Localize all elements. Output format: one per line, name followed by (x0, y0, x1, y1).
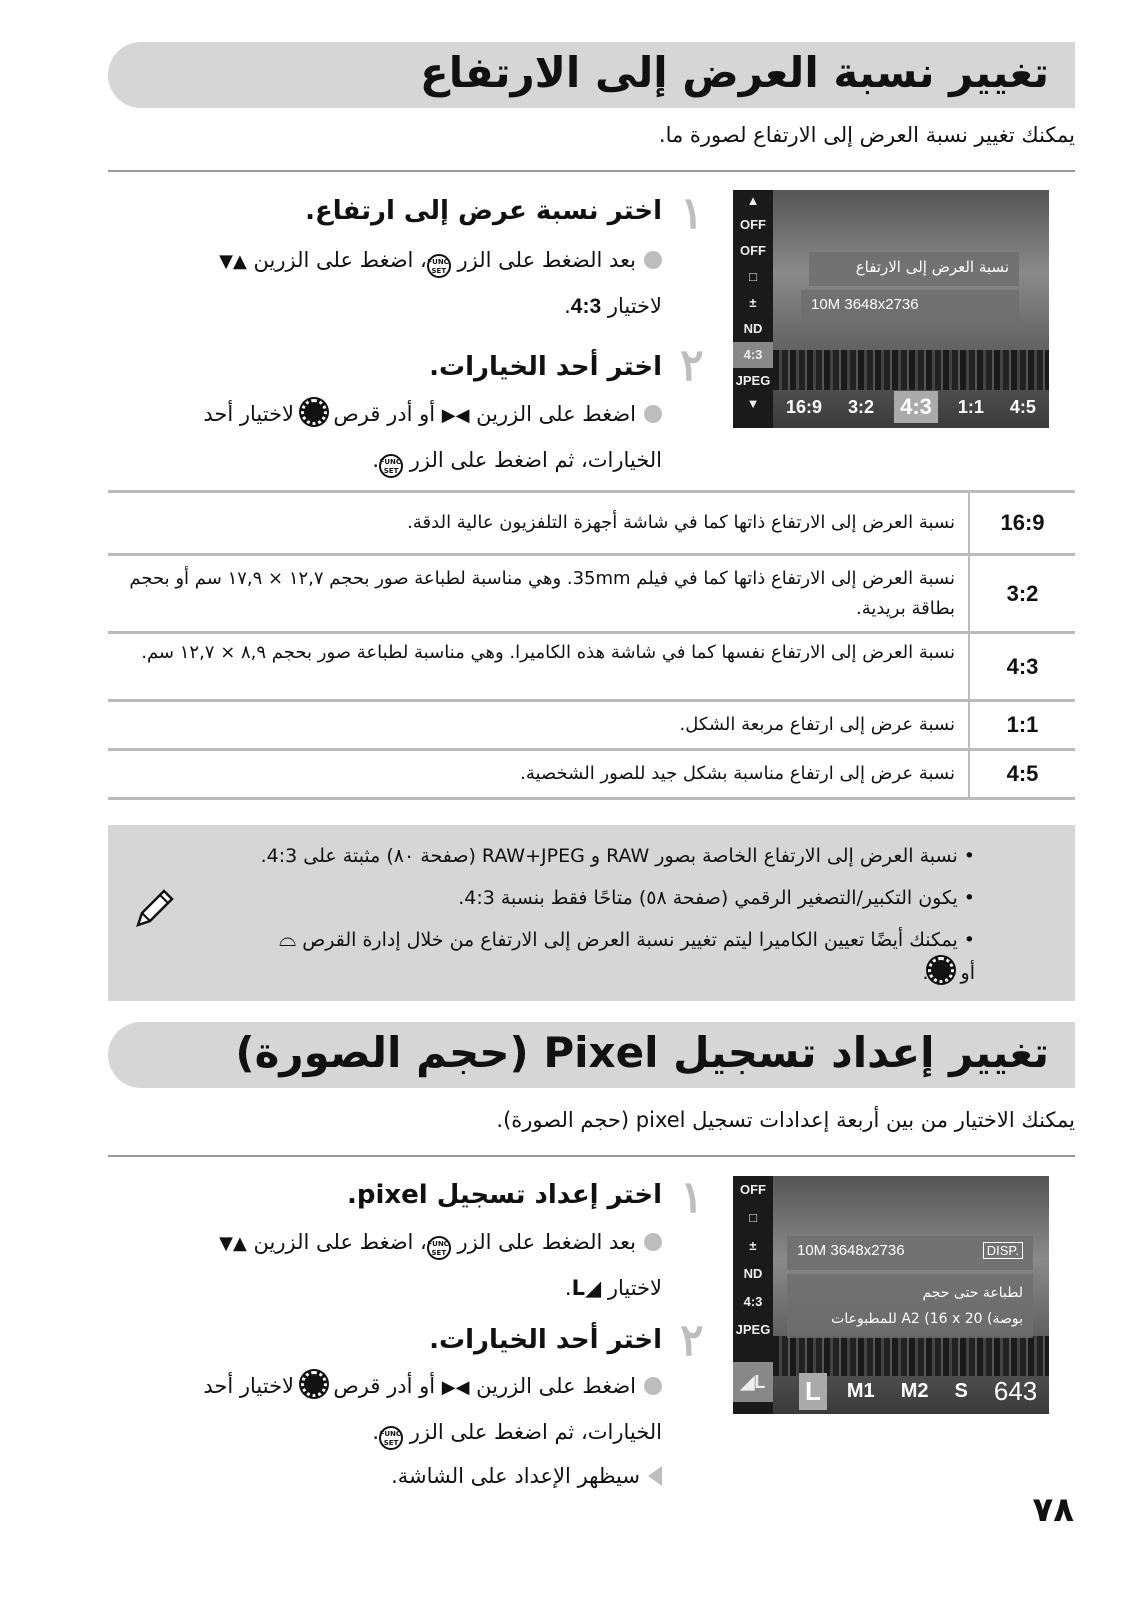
step-body: اضغط على الزرين ◀▶ أو أدر قرص لاختيار أحد الخيارات، ثم اضغط على الزر FUNC SET. سيظهر الإعداد على الشاشة. (102, 1364, 662, 1498)
divider (108, 170, 1075, 172)
option-l[interactable]: L (799, 1373, 827, 1410)
option-1-1[interactable]: 1:1 (957, 396, 984, 417)
ratio-desc: نسبة العرض إلى الارتفاع ذاتها كما في شاشة أجهزة التلفزيون عالية الدقة. (407, 512, 955, 533)
step-body: بعد الضغط على الزر FUNC SET، اضغط على الزرين ▲▼ لاختيار ◢L. (219, 1230, 662, 1300)
control-dial-icon (301, 1371, 327, 1397)
note-line: أو . (128, 957, 975, 988)
step-heading: اختر نسبة عرض إلى ارتفاع. (305, 196, 662, 226)
option-4-5[interactable]: 4:5 (1009, 396, 1036, 417)
section-banner (108, 1022, 1075, 1088)
city-skyline-image (773, 1336, 1049, 1376)
up-down-arrows-icon: ▲▼ (219, 251, 247, 272)
bullet-icon (644, 1377, 662, 1395)
result-arrow-icon (648, 1466, 662, 1486)
option-bar (773, 1372, 1049, 1410)
section-intro: يمكنك تغيير نسبة العرض إلى الارتفاع لصورة ما. (658, 123, 1075, 147)
city-skyline-image (773, 350, 1049, 390)
step-number: ١ (680, 188, 704, 239)
option-16-9[interactable]: 16:9 (786, 396, 823, 417)
step-body: اضغط على الزرين ◀▶ أو أدر قرص لاختيار أحد الخيارات، ثم اضغط على الزر FUNC SET. (102, 392, 662, 482)
control-dial-icon (301, 399, 327, 425)
large-quality-icon: ◢L (571, 1276, 602, 1300)
side-menu: ▲ OFF OFF □ ± ND 4:3 JPEG ▼ (733, 190, 773, 428)
section-title: تغيير إعداد تسجيل Pixel (حجم الصورة) (235, 1028, 1049, 1077)
bullet-icon (644, 251, 662, 269)
bullet-icon (644, 1233, 662, 1251)
table-row (108, 493, 1075, 556)
ratio-desc: نسبة عرض إلى ارتفاع مربعة الشكل. (679, 714, 955, 735)
func-set-button-icon: FUNC SET (379, 454, 403, 478)
control-dial-icon (928, 957, 954, 983)
ratio-key: 3:2 (968, 556, 1075, 631)
option-m2[interactable]: M2 (900, 1379, 929, 1402)
section-banner (108, 42, 1075, 108)
left-right-arrows-icon: ◀▶ (441, 1377, 470, 1398)
option-s[interactable]: S (954, 1379, 968, 1402)
shots-remaining: 643 (993, 1375, 1038, 1406)
option-4-3[interactable]: 4:3 (894, 391, 938, 423)
left-right-arrows-icon: ◀▶ (441, 405, 470, 426)
note-box (108, 825, 1075, 1001)
side-menu: OFF □ ± ND 4:3 JPEG ◢L (733, 1176, 773, 1414)
popup-value: 10M 3648x2736 (801, 290, 1019, 324)
func-set-button-icon: FUNC SET (427, 254, 451, 278)
table-row (108, 634, 1075, 702)
ratio-desc: نسبة عرض إلى ارتفاع مناسبة بشكل جيد للصور الشخصية. (520, 763, 955, 784)
ratio-desc: نسبة العرض إلى الارتفاع ذاتها كما في فيلم 35mm. وهي مناسبة لطباعة صور بحجم ١٢,٧ × ١٧,٩ سم أو بحجم بطاقة بريدية. (129, 568, 955, 619)
section-intro: يمكنك الاختيار من بين أربعة إعدادات تسجيل pixel (حجم الصورة). (496, 1108, 1075, 1132)
ratio-key: 4:3 (968, 634, 1075, 699)
step-body: بعد الضغط على الزر FUNC SET، اضغط على الزرين ▲▼ لاختيار 4:3. (219, 248, 662, 318)
up-down-arrows-icon: ▲▼ (219, 1233, 247, 1254)
camera-screen (733, 190, 1049, 428)
table-row (108, 556, 1075, 634)
popup-title: نسبة العرض إلى الارتفاع (809, 252, 1019, 286)
ratio-key: 16:9 (968, 493, 1075, 553)
page-number: ٧٨ (1032, 1490, 1074, 1530)
section-title: تغيير نسبة العرض إلى الارتفاع (420, 48, 1049, 97)
step-heading: اختر إعداد تسجيل pixel. (346, 1180, 662, 1210)
option-3-2[interactable]: 3:2 (848, 396, 875, 417)
ratio-key: 1:1 (968, 702, 1075, 748)
divider (108, 1155, 1075, 1157)
popup-desc: لطباعة حتى حجم بوصة) A2 (16 x 20 للمطبوعات (787, 1274, 1033, 1338)
step-heading: اختر أحد الخيارات. (429, 1325, 662, 1355)
bullet-icon (644, 405, 662, 423)
note-line: • نسبة العرض إلى الارتفاع الخاصة بصور RAW و RAW+JPEG (صفحة ٨٠) مثبتة على 4:3. (260, 845, 975, 867)
note-line: • يكون التكبير/التصغير الرقمي (صفحة ٥٨) متاحًا فقط بنسبة 4:3. (458, 887, 975, 909)
step-number: ١ (680, 1172, 704, 1223)
front-dial-icon: ⌓ (278, 927, 297, 952)
popup-value: 10M 3648x2736 DISP. (787, 1236, 1033, 1270)
note-line: • يمكنك أيضًا تعيين الكاميرا ليتم تغيير نسبة العرض إلى الارتفاع من خلال إدارة القرص ⌓ (278, 927, 975, 952)
option-m1[interactable]: M1 (846, 1379, 875, 1402)
func-set-button-icon: FUNC SET (379, 1426, 403, 1450)
table-row (108, 751, 1075, 800)
ratio-desc: نسبة العرض إلى الارتفاع نفسها كما في شاشة هذه الكاميرا. وهي مناسبة لطباعة صور بحجم ٨,٩ × ١٢,٧ سم. (141, 642, 955, 663)
step-number: ٢ (680, 1315, 704, 1366)
disp-badge: DISP. (983, 1242, 1023, 1259)
option-bar (773, 390, 1049, 424)
step-number: ٢ (680, 340, 704, 391)
step-heading: اختر أحد الخيارات. (429, 352, 662, 382)
func-set-button-icon: FUNC SET (427, 1236, 451, 1260)
ratio-key: 4:5 (968, 751, 1075, 797)
camera-screen (733, 1176, 1049, 1414)
table-row (108, 702, 1075, 751)
